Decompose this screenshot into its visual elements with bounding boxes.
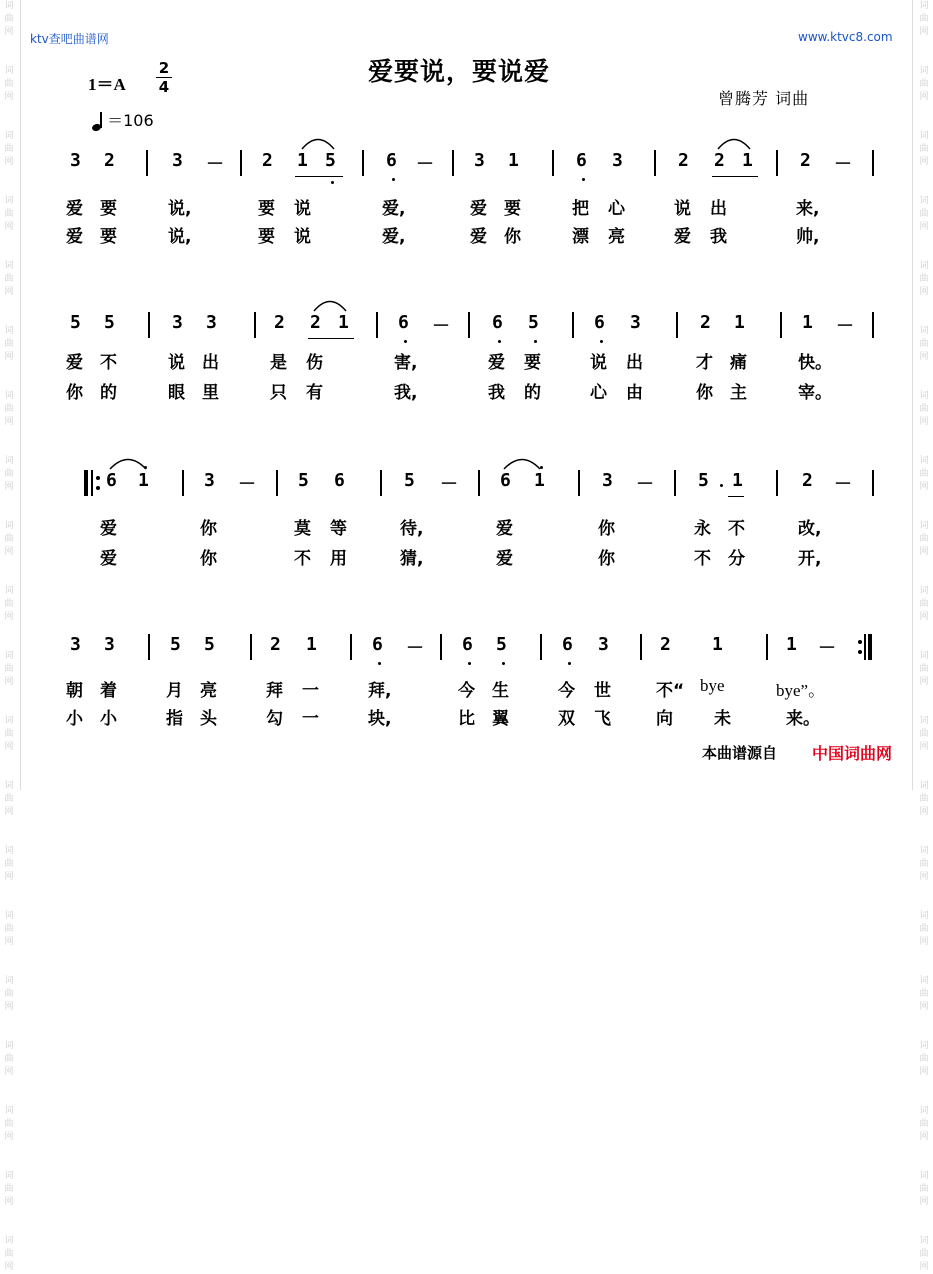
note: 1 [138,470,149,491]
lyric: 头 [200,709,217,729]
barline [872,150,874,176]
right-margin-line [912,0,913,790]
note: 6 [462,634,473,655]
lyric: 今 [558,681,575,701]
note: 3 [104,634,115,655]
barline [146,150,148,176]
watermark-text: 词曲网 [4,846,14,882]
low-octave-dot [378,662,381,665]
site-link-right[interactable]: www.ktvc8.com [798,30,893,44]
note: 6 [500,470,511,491]
note: 2 [714,150,725,171]
note: 3 [602,470,613,491]
note: 6 [372,634,383,655]
lyric: 只 [270,383,287,403]
lyric: 说 [294,227,311,247]
brand-link[interactable]: 中国词曲网 [812,744,893,763]
note: 1 [712,634,723,655]
note: 5 [698,470,709,491]
note: 5 [528,312,539,333]
lyric: 指 [166,709,183,729]
watermark-text: 词曲网 [919,196,929,232]
note: 2 [802,470,813,491]
lyric: 爱 [100,519,117,539]
barline [380,470,382,496]
barline [254,312,256,338]
dash: － [440,474,458,495]
note: 3 [612,150,623,171]
lyric: 猜, [400,549,424,569]
lyric: 心 [608,199,625,219]
note: 5 [325,150,336,171]
lyric: 来, [796,199,820,219]
time-sig-top: 2 [158,59,170,77]
watermark-text: 词曲网 [919,846,929,882]
lyric: 一 [302,709,319,729]
lyric: 的 [100,383,117,403]
watermark-text: 词曲网 [919,131,929,167]
note: 6 [492,312,503,333]
lyric: 世 [594,681,611,701]
site-link-left[interactable]: ktv查吧曲谱网 [30,32,109,46]
lyric: 我, [394,383,418,403]
underline [712,176,758,177]
slur [300,136,336,150]
dash: － [834,474,852,495]
lyric: 亮 [608,227,625,247]
watermark-text: 词曲网 [919,976,929,1012]
note: 3 [70,634,81,655]
barline [148,634,150,660]
note: 2 [274,312,285,333]
watermark-text: 词曲网 [4,976,14,1012]
lyric: 有 [306,383,323,403]
lyric: 一 [302,681,319,701]
repeat-start-bar [84,470,88,496]
note: 1 [306,634,317,655]
lyric: 爱 [66,353,83,373]
lyric: 由 [626,383,643,403]
lyric: 爱 [66,199,83,219]
note: 3 [172,150,183,171]
lyric: 心 [590,383,607,403]
lyric: 月 [166,681,183,701]
note: 1 [508,150,519,171]
barline [654,150,656,176]
low-octave-dot [404,340,407,343]
low-octave-dot [392,178,395,181]
lyric: 向 [656,709,673,729]
lyric: 痛 [730,353,747,373]
lyric: 才 [696,353,713,373]
note: 5 [496,634,507,655]
slur [108,456,148,470]
lyric: 爱 [100,549,117,569]
lyric: 亮 [200,681,217,701]
watermark-text: 词曲网 [919,781,929,817]
repeat-dot [858,640,862,644]
lyric: 爱 [470,199,487,219]
repeat-dot [858,650,862,654]
repeat-dot [96,486,100,490]
watermark-text: 词曲网 [4,1,14,37]
lyric: 里 [202,383,219,403]
lyric: 的 [524,383,541,403]
dash: － [406,638,424,659]
watermark-text: 词曲网 [919,1171,929,1207]
watermark-text: 词曲网 [919,1106,929,1142]
lyric: 比 [458,709,475,729]
watermark-text: 词曲网 [919,651,929,687]
low-octave-dot [498,340,501,343]
lyric: 帅, [796,227,820,247]
watermark-text: 词曲网 [919,586,929,622]
lyric: 出 [202,353,219,373]
note: 1 [338,312,349,333]
lyric: bye”。 [776,681,826,700]
lyric: 不 [294,549,311,569]
lyric: 不 [100,353,117,373]
source-label: 本曲谱源自 [702,744,778,762]
note: 6 [576,150,587,171]
lyric: 来。 [786,709,820,729]
lyric: 用 [330,549,347,569]
barline [478,470,480,496]
barline [572,312,574,338]
note: 2 [270,634,281,655]
note: 1 [786,634,797,655]
dash: － [836,316,854,337]
lyric: 把 [572,199,589,219]
lyric: 等 [330,519,347,539]
dash: － [834,154,852,175]
note: 6 [562,634,573,655]
note: 6 [386,150,397,171]
lyric: bye [700,676,725,695]
lyric: 你 [696,383,713,403]
barline [250,634,252,660]
dash: － [238,474,256,495]
lyric: 小 [66,709,83,729]
dash: － [818,638,836,659]
barline [872,470,874,496]
lyric: 着 [100,681,117,701]
watermark-left [2,0,16,1272]
barline [864,634,866,660]
dash: － [636,474,654,495]
note: 3 [630,312,641,333]
note: 3 [70,150,81,171]
note: 6 [334,470,345,491]
watermark-text: 词曲网 [919,1,929,37]
barline [776,150,778,176]
note: 3 [172,312,183,333]
low-octave-dot [568,662,571,665]
barline [350,634,352,660]
underline [295,176,343,177]
lyric: 你 [598,519,615,539]
barline [676,312,678,338]
low-octave-dot [600,340,603,343]
note: 5 [70,312,81,333]
song-title: 爱要说，要说爱 [368,57,551,86]
lyric: 爱, [382,199,406,219]
repeat-dot [96,476,100,480]
note: 2 [700,312,711,333]
lyric: 爱 [496,549,513,569]
lyric: 宰。 [798,383,832,403]
note: 2 [800,150,811,171]
lyric: 块, [368,709,392,729]
watermark-text: 词曲网 [4,1171,14,1207]
lyric: 爱 [496,519,513,539]
barline [240,150,242,176]
barline [468,312,470,338]
lyric: 今 [458,681,475,701]
note: 5 [298,470,309,491]
watermark-text: 词曲网 [4,1041,14,1077]
lyric: 未 [714,709,731,729]
lyric: 改, [798,519,822,539]
lyric: 要 [100,199,117,219]
watermark-text: 词曲网 [4,911,14,947]
lyric: 不 [728,519,745,539]
watermark-text: 词曲网 [919,456,929,492]
note: 1 [732,470,743,491]
lyric: 要 [258,227,275,247]
lyric: 爱 [488,353,505,373]
repeat-end-bar [868,634,872,660]
lyric: 你 [200,549,217,569]
watermark-text: 词曲网 [4,196,14,232]
barline [452,150,454,176]
barline [578,470,580,496]
note: 2 [310,312,321,333]
dash: － [206,154,224,175]
watermark-text: 词曲网 [919,911,929,947]
barline [91,470,93,496]
lyric: 小 [100,709,117,729]
dash: － [432,316,450,337]
note: 5 [204,634,215,655]
watermark-text: 词曲网 [4,326,14,362]
composer-credit: 曾腾芳 词曲 [718,89,810,108]
lyric: 你 [598,549,615,569]
watermark-text: 词曲网 [4,521,14,557]
low-octave-dot [502,662,505,665]
note: 6 [106,470,117,491]
slur [312,298,348,312]
low-octave-dot [331,181,334,184]
low-octave-dot [582,178,585,181]
note: 5 [404,470,415,491]
lyric: 拜 [266,681,283,701]
lyric: 出 [626,353,643,373]
barline [148,312,150,338]
watermark-text: 词曲网 [4,781,14,817]
watermark-text: 词曲网 [919,326,929,362]
lyric: 要 [524,353,541,373]
lyric: 我 [710,227,727,247]
note: 2 [104,150,115,171]
lyric: 爱 [674,227,691,247]
lyric: 主 [730,383,747,403]
note: 1 [742,150,753,171]
lyric: 我 [488,383,505,403]
lyric: 你 [66,383,83,403]
watermark-text: 词曲网 [919,391,929,427]
lyric: 出 [710,199,727,219]
watermark-text: 词曲网 [4,66,14,102]
lyric: 是 [270,353,287,373]
watermark-text: 词曲网 [919,1236,929,1272]
dotted-rhythm-dot [720,484,723,487]
barline [362,150,364,176]
lyric: 害, [394,353,418,373]
lyric: 爱, [382,227,406,247]
lyric: 开, [798,549,822,569]
watermark-text: 词曲网 [4,391,14,427]
lyric: 分 [728,549,745,569]
lyric: 要 [100,227,117,247]
barline [540,634,542,660]
note: 3 [474,150,485,171]
watermark-text: 词曲网 [4,131,14,167]
lyric: 朝 [66,681,83,701]
note: 6 [398,312,409,333]
lyric: 要 [504,199,521,219]
note: 2 [262,150,273,171]
lyric: 待, [400,519,424,539]
lyric: 爱 [66,227,83,247]
low-octave-dot [468,662,471,665]
lyric: 说 [294,199,311,219]
watermark-right [917,0,931,1272]
lyric: 眼 [168,383,185,403]
watermark-text: 词曲网 [919,1041,929,1077]
barline [182,470,184,496]
note: 1 [534,470,545,491]
barline [780,312,782,338]
watermark-text: 词曲网 [919,716,929,752]
barline [640,634,642,660]
lyric: 快。 [798,353,832,373]
tempo-value: ＝106 [107,111,154,130]
lyric: 说 [590,353,607,373]
low-octave-dot [534,340,537,343]
tempo-marking [92,108,154,131]
slur [502,456,542,470]
watermark-text: 词曲网 [4,1236,14,1272]
underline [308,338,354,339]
lyric: 飞 [594,709,611,729]
key-signature: 1＝A [88,75,126,94]
note: 3 [204,470,215,491]
lyric: 说 [168,353,185,373]
note: 3 [598,634,609,655]
time-sig-bottom: 4 [158,78,170,96]
barline [674,470,676,496]
lyric: 不 [694,549,711,569]
lyric: 勾 [266,709,283,729]
lyric: 说, [168,227,192,247]
lyric: 拜, [368,681,392,701]
watermark-text: 词曲网 [919,66,929,102]
note: 2 [660,634,671,655]
slur [716,136,752,150]
watermark-text: 词曲网 [4,651,14,687]
note: 6 [594,312,605,333]
lyric: 不“ [656,681,685,701]
watermark-text: 词曲网 [919,521,929,557]
note: 5 [104,312,115,333]
watermark-text: 词曲网 [4,456,14,492]
note: 5 [170,634,181,655]
note: 3 [206,312,217,333]
note: 2 [678,150,689,171]
lyric: 你 [504,227,521,247]
note: 1 [297,150,308,171]
lyric: 莫 [294,519,311,539]
barline [440,634,442,660]
lyric: 你 [200,519,217,539]
lyric: 漂 [572,227,589,247]
quarter-note-icon [92,113,102,131]
barline [276,470,278,496]
barline [552,150,554,176]
watermark-text: 词曲网 [919,261,929,297]
barline [376,312,378,338]
lyric: 生 [492,681,509,701]
note: 1 [802,312,813,333]
underline [728,496,744,497]
barline [776,470,778,496]
lyric: 说 [674,199,691,219]
lyric: 说, [168,199,192,219]
lyric: 双 [558,709,575,729]
time-signature [156,60,172,95]
barline [766,634,768,660]
left-margin-line [20,0,21,790]
note: 1 [734,312,745,333]
lyric: 永 [694,519,711,539]
watermark-text: 词曲网 [4,586,14,622]
barline [872,312,874,338]
watermark-text: 词曲网 [4,261,14,297]
lyric: 翼 [492,709,509,729]
lyric: 伤 [306,353,323,373]
lyric: 要 [258,199,275,219]
dash: － [416,154,434,175]
watermark-text: 词曲网 [4,1106,14,1142]
watermark-text: 词曲网 [4,716,14,752]
lyric: 爱 [470,227,487,247]
